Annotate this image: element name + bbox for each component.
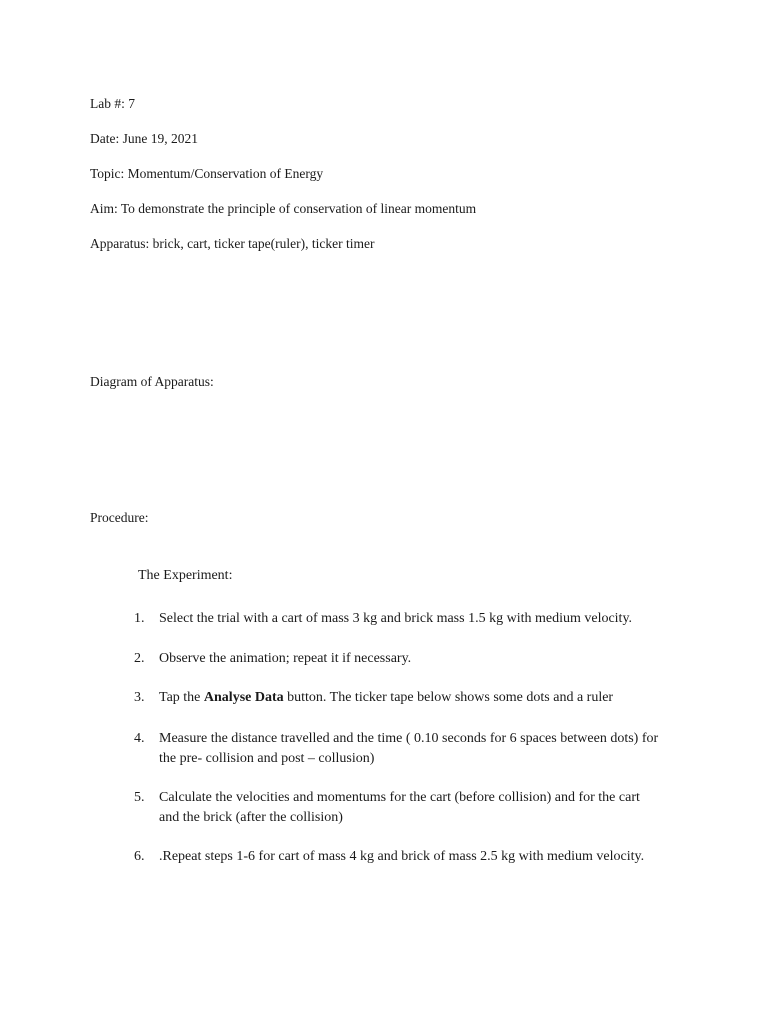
step-text: .Repeat steps 1-6 for cart of mass 4 kg and brick of mass 2.5 kg with medium velocity. (159, 849, 645, 864)
analyse-data-button-label: Analyse Data (203, 690, 284, 705)
step-text: Measure the distance travelled and the time ( 0.10 seconds for 6 spaces between dots) for the pre- collision and post – collusion) (159, 731, 659, 766)
step-text-post: button. The ticker tape below shows some dots and a ruler (283, 690, 614, 705)
diagram-heading: Diagram of Apparatus: (90, 374, 214, 389)
lab-number: Lab #: 7 (90, 96, 135, 111)
step-number: 6. (134, 849, 145, 864)
procedure-step (134, 649, 694, 669)
step-number: 5. (134, 790, 145, 805)
procedure-step (134, 847, 694, 867)
lab-aim: Aim: To demonstrate the principle of conservation of linear momentum (90, 201, 477, 216)
procedure-step (134, 609, 694, 629)
experiment-heading: The Experiment: (138, 568, 233, 583)
procedure-heading: Procedure: (90, 510, 149, 525)
procedure-step (134, 788, 694, 828)
lab-apparatus: Apparatus: brick, cart, ticker tape(ruler), ticker timer (90, 236, 375, 251)
procedure-step (134, 688, 694, 708)
lab-topic: Topic: Momentum/Conservation of Energy (90, 166, 324, 181)
step-number: 3. (134, 690, 145, 705)
step-text: Calculate the velocities and momentums for the cart (before collision) and for the cart and the brick (after the collision) (159, 790, 640, 825)
step-text-pre: Tap the (159, 690, 204, 705)
step-text: Observe the animation; repeat it if necessary. (159, 651, 412, 666)
step-number: 1. (134, 611, 145, 626)
step-text (159, 688, 694, 708)
step-number: 4. (134, 731, 145, 746)
step-number: 2. (134, 651, 145, 666)
procedure-step (134, 729, 694, 769)
step-text: Select the trial with a cart of mass 3 kg and brick mass 1.5 kg with medium velocity. (159, 611, 633, 626)
lab-date: Date: June 19, 2021 (90, 131, 198, 146)
